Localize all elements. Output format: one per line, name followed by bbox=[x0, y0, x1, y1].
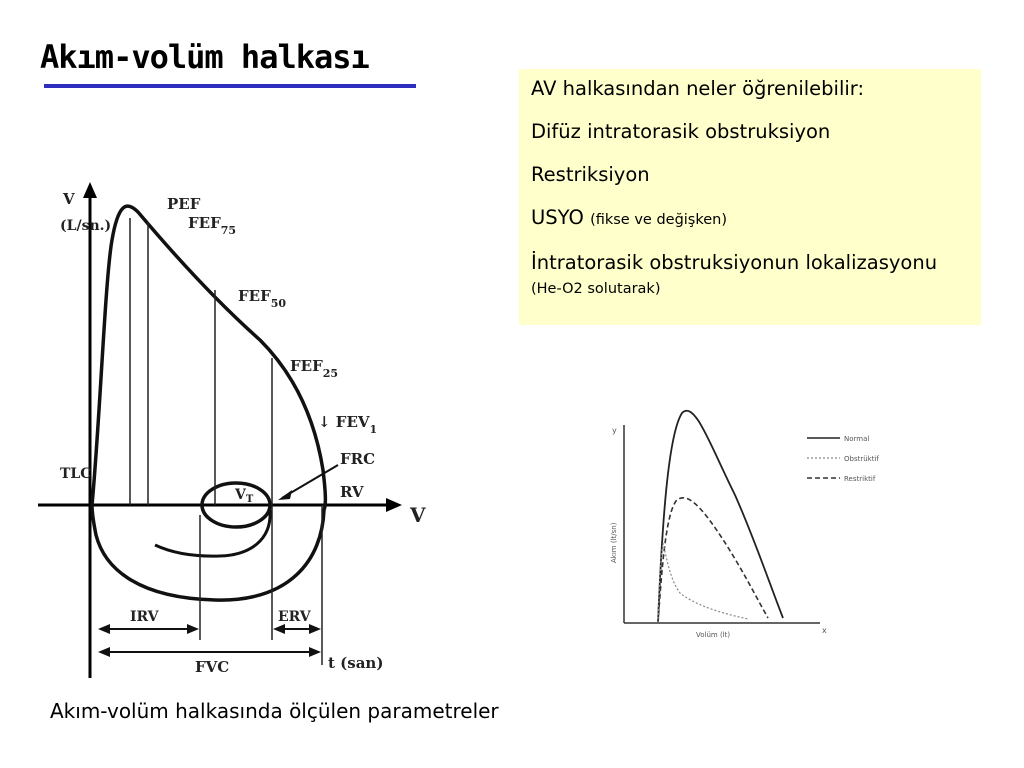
tidal-connector bbox=[155, 510, 270, 556]
time-axis-label: t (san) bbox=[328, 654, 384, 672]
erv-arrowhead-left bbox=[273, 624, 285, 634]
legend-obstruktif-label: Obstrüktif bbox=[844, 455, 879, 463]
info-item-usyo: USYO (fikse ve değişken) bbox=[531, 206, 728, 229]
info-item-diffuse: Difüz intratorasik obstruksiyon bbox=[531, 120, 831, 143]
irv-label: IRV bbox=[130, 609, 159, 625]
info-item-restriction: Restriksiyon bbox=[531, 163, 650, 186]
curve-restriktif bbox=[658, 498, 768, 623]
rv-label: RV bbox=[340, 483, 364, 501]
erv-arrowhead-right bbox=[309, 624, 321, 634]
irv-arrowhead-right bbox=[187, 624, 199, 634]
info-box bbox=[519, 69, 981, 325]
page-title: Akım-volüm halkası bbox=[40, 38, 369, 76]
flow-volume-loop-diagram bbox=[0, 0, 450, 690]
y-axis-arrow bbox=[83, 182, 97, 198]
frc-arrowhead bbox=[278, 490, 292, 500]
info-item-usyo-note: (fikse ve değişken) bbox=[590, 212, 728, 228]
chart-x-letter: x bbox=[822, 626, 827, 635]
x-axis-arrow bbox=[386, 498, 402, 512]
chart-y-label: Akım (lt/sn) bbox=[610, 522, 618, 563]
comparison-chart bbox=[600, 405, 840, 645]
pef-label: PEF bbox=[167, 195, 201, 213]
chart-x-label: Volüm (lt) bbox=[696, 631, 731, 639]
irv-arrowhead-left bbox=[98, 624, 110, 634]
fef75-label: $FEF_{75}$ bbox=[188, 214, 237, 237]
curve-normal bbox=[658, 411, 783, 623]
vt-label: $V_T$ bbox=[235, 487, 254, 505]
y-axis-label: V bbox=[63, 190, 75, 208]
chart-y-letter: y bbox=[612, 426, 617, 435]
tlc-label: TLC bbox=[60, 466, 92, 482]
fvc-arrowhead-left bbox=[98, 647, 110, 657]
fef25-label: $FEF_{25}$ bbox=[290, 357, 339, 380]
erv-label: ERV bbox=[278, 609, 311, 625]
comparison-legend-text bbox=[840, 425, 900, 485]
info-item-localization: İntratorasik obstruksiyonun lokalizasyonu (He-O2 solutarak) bbox=[531, 251, 938, 297]
legend-normal-label: Normal bbox=[844, 435, 870, 443]
figure-caption: Akım-volüm halkasında ölçülen parametreler bbox=[50, 699, 499, 723]
flow-volume-loop bbox=[92, 206, 325, 600]
frc-label: FRC bbox=[340, 450, 376, 468]
fef50-label: $FEF_{50}$ bbox=[238, 287, 287, 310]
curve-obstruktif bbox=[658, 543, 748, 623]
y-axis-unit: (L/sn.) bbox=[60, 218, 112, 234]
info-item-localization-note: (He-O2 solutarak) bbox=[531, 281, 661, 297]
fev1-label: ↓ $FEV_1$ bbox=[318, 413, 378, 436]
fvc-label: FVC bbox=[195, 658, 230, 676]
x-axis-label: V bbox=[410, 503, 426, 527]
fvc-arrowhead-right bbox=[309, 647, 321, 657]
info-heading: AV halkasından neler öğrenilebilir: bbox=[531, 77, 865, 100]
legend-restriktif-label: Restriktif bbox=[844, 475, 876, 483]
